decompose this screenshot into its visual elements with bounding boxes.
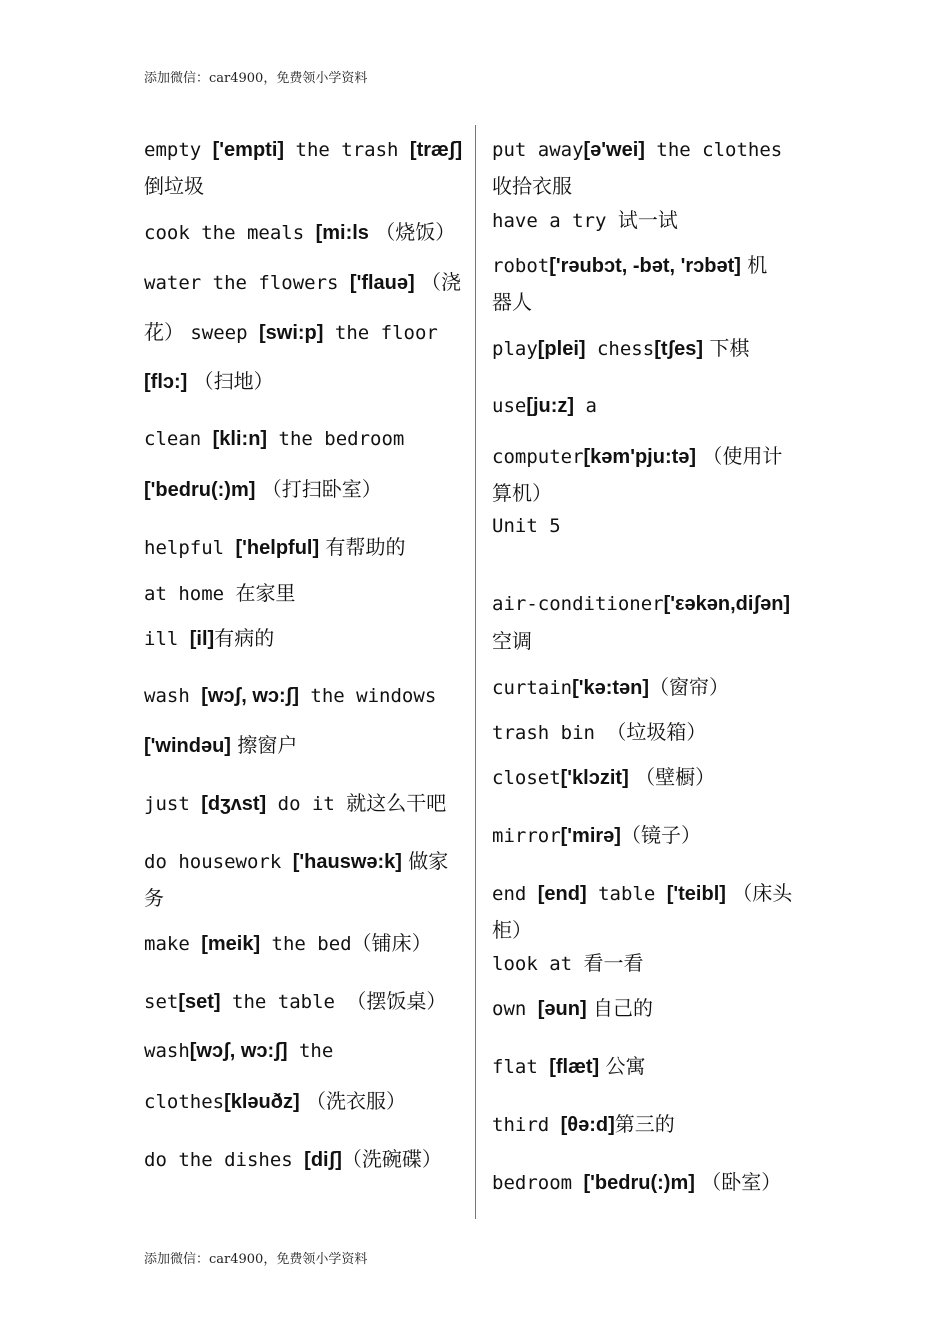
vocab-line xyxy=(492,592,790,616)
chinese-text: 机 xyxy=(740,253,768,277)
english-text: bedroom xyxy=(492,1172,584,1194)
vocab-line xyxy=(492,336,749,361)
phonetic-text: [end] xyxy=(537,883,587,905)
chinese-text: 擦窗户 xyxy=(230,733,298,757)
phonetic-text: ['flauə] xyxy=(349,272,415,294)
english-text: empty xyxy=(144,139,213,161)
vocab-line xyxy=(492,951,644,976)
english-text: own xyxy=(492,998,538,1020)
chinese-text: 算机） xyxy=(492,481,552,505)
phonetic-text: ['bedru(:)m] xyxy=(144,479,256,501)
english-text: use xyxy=(492,395,527,417)
vocab-line xyxy=(144,1039,333,1063)
chinese-text: （床头 xyxy=(725,881,793,905)
vocab-line xyxy=(144,369,274,394)
english-text: do the dishes xyxy=(144,1149,305,1171)
chinese-text: （窗帘） xyxy=(649,675,730,699)
chinese-text: （扫地） xyxy=(187,369,274,393)
chinese-text: （使用计 xyxy=(696,444,783,468)
phonetic-text: [meik] xyxy=(201,933,261,955)
vocab-line xyxy=(144,1089,406,1114)
english-text: make xyxy=(144,933,202,955)
phonetic-text: [kli:n] xyxy=(212,428,268,450)
english-text: the windows xyxy=(298,685,437,707)
english-text: end xyxy=(492,883,538,905)
column-divider xyxy=(475,125,476,1219)
english-text: chess xyxy=(585,338,655,360)
english-text: put away xyxy=(492,139,584,161)
vocab-line xyxy=(492,444,782,469)
english-text: look at xyxy=(492,953,584,975)
phonetic-text: [wɔʃ, wɔ:ʃ] xyxy=(201,685,299,707)
english-text: the floor xyxy=(323,322,438,344)
phonetic-text: [flæt] xyxy=(549,1056,600,1078)
chinese-text: 花） xyxy=(144,320,191,344)
english-text: wash xyxy=(144,685,202,707)
vocab-line xyxy=(144,427,404,451)
vocab-line xyxy=(144,989,446,1014)
vocab-line xyxy=(492,481,552,506)
english-text: sweep xyxy=(190,322,259,344)
phonetic-text: [plei] xyxy=(537,338,586,360)
vocab-line xyxy=(144,1147,442,1172)
chinese-text: （洗碗碟） xyxy=(341,1147,442,1171)
chinese-text: 器人 xyxy=(492,290,532,314)
phonetic-text: [tʃes] xyxy=(654,338,704,360)
vocab-line xyxy=(144,931,432,956)
vocab-line xyxy=(492,823,701,848)
english-text: air-conditioner xyxy=(492,593,664,615)
english-text: play xyxy=(492,338,538,360)
vocab-line xyxy=(492,1170,781,1195)
chinese-text: 在家里 xyxy=(235,581,296,605)
english-text: just xyxy=(144,793,202,815)
chinese-text: 务 xyxy=(144,886,164,910)
vocab-line xyxy=(144,733,297,758)
phonetic-text: [mi:ls xyxy=(315,222,369,244)
english-text: flat xyxy=(492,1056,550,1078)
phonetic-text: [flɔ:] xyxy=(144,371,188,393)
chinese-text: （打扫卧室） xyxy=(255,477,382,501)
vocab-line xyxy=(492,394,597,418)
vocab-line xyxy=(492,138,782,162)
english-text: mirror xyxy=(492,825,561,847)
vocab-line xyxy=(492,208,678,233)
vocab-line xyxy=(144,220,455,245)
chinese-text: （烧饭） xyxy=(368,220,456,244)
vocab-line xyxy=(144,626,274,651)
phonetic-text: [set] xyxy=(178,991,221,1013)
vocab-line xyxy=(492,1112,675,1137)
english-text: at home xyxy=(144,583,236,605)
vocab-line xyxy=(492,174,572,199)
english-text: water the flowers xyxy=(144,272,350,294)
phonetic-text: [dʒʌst] xyxy=(201,793,267,815)
vocab-line xyxy=(492,881,792,906)
chinese-text: 柜） xyxy=(492,918,532,942)
phonetic-text: ['bedru(:)m] xyxy=(583,1172,695,1194)
english-text: Unit 5 xyxy=(492,515,561,537)
phonetic-text: ['hauswə:k] xyxy=(292,851,402,873)
phonetic-text: ['teibl] xyxy=(666,883,726,905)
english-text: curtain xyxy=(492,677,573,699)
vocab-line xyxy=(144,477,382,502)
chinese-text: 有帮助的 xyxy=(319,535,406,559)
phonetic-text: [swi:p] xyxy=(259,322,324,344)
vocab-line xyxy=(144,684,436,708)
phonetic-text: ['εəkən,diʃən] xyxy=(663,593,791,615)
phonetic-text: ['empti] xyxy=(212,139,285,161)
phonetic-text: [əun] xyxy=(537,998,587,1020)
chinese-text: （镜子） xyxy=(620,823,701,847)
chinese-text: （摆饭桌） xyxy=(346,989,447,1013)
chinese-text: 空调 xyxy=(492,629,532,653)
vocab-line xyxy=(144,270,461,295)
english-text: do it xyxy=(266,793,347,815)
chinese-text: 公寓 xyxy=(599,1054,646,1078)
english-text: helpful xyxy=(144,537,236,559)
phonetic-text: [il] xyxy=(189,628,215,650)
vocab-line xyxy=(492,1054,646,1079)
vocab-line xyxy=(144,320,438,345)
english-text: clothes xyxy=(144,1091,225,1113)
phonetic-text: [θə:d] xyxy=(560,1114,615,1136)
vocab-line xyxy=(144,886,164,911)
english-text: the trash xyxy=(284,139,410,161)
chinese-text: 收拾衣服 xyxy=(492,174,572,198)
english-text: table xyxy=(586,883,667,905)
chinese-text: 自己的 xyxy=(586,996,654,1020)
vocab-line xyxy=(492,720,706,745)
phonetic-text: [diʃ] xyxy=(304,1149,342,1171)
phonetic-text: ['mirə] xyxy=(560,825,621,847)
vocab-line xyxy=(144,535,406,560)
chinese-text: 试一试 xyxy=(617,208,678,232)
chinese-text: （垃圾箱） xyxy=(606,720,707,744)
english-text: the bedroom xyxy=(267,428,405,450)
vocab-line xyxy=(144,849,448,874)
vocab-line xyxy=(492,918,532,943)
vocab-line xyxy=(492,253,767,278)
phonetic-text: ['helpful] xyxy=(235,537,320,559)
english-text: robot xyxy=(492,255,550,277)
phonetic-text: ['rəubɔt, -bət, 'rɔbət] xyxy=(549,255,741,277)
chinese-text: 倒垃圾 xyxy=(144,174,204,198)
chinese-text: （浇 xyxy=(414,270,462,294)
chinese-text: （铺床） xyxy=(351,931,432,955)
vocab-line xyxy=(492,996,653,1021)
phonetic-text: [ə'wei] xyxy=(583,139,645,161)
phonetic-text: [træʃ] xyxy=(409,139,463,161)
vocab-line xyxy=(492,675,729,700)
english-text: cook the meals xyxy=(144,222,316,244)
vocab-line xyxy=(492,290,532,315)
english-text: closet xyxy=(492,767,561,789)
chinese-text: 看一看 xyxy=(583,951,644,975)
vocab-line xyxy=(492,514,561,538)
english-text: have a try xyxy=(492,210,618,232)
english-text: third xyxy=(492,1114,561,1136)
vocab-line xyxy=(492,629,532,654)
vocab-line xyxy=(144,174,204,199)
english-text: set xyxy=(144,991,179,1013)
phonetic-text: ['windəu] xyxy=(144,735,231,757)
chinese-text: 就这么干吧 xyxy=(346,791,447,815)
english-text: the xyxy=(287,1040,334,1062)
english-text: the clothes xyxy=(644,139,783,161)
english-text: clean xyxy=(144,428,213,450)
english-text: computer xyxy=(492,446,584,468)
phonetic-text: [ju:z] xyxy=(526,395,575,417)
chinese-text: （卧室） xyxy=(694,1170,782,1194)
vocab-line xyxy=(492,765,715,790)
phonetic-text: [wɔʃ, wɔ:ʃ] xyxy=(189,1040,288,1062)
chinese-text: 做家 xyxy=(401,849,449,873)
english-text: wash xyxy=(144,1040,190,1062)
chinese-text: 下棋 xyxy=(703,336,750,360)
english-text: the table xyxy=(220,991,347,1013)
page-header: 添加微信：car4900，免费领小学资料 xyxy=(144,71,368,86)
vocab-line xyxy=(144,581,296,606)
chinese-text: （洗衣服） xyxy=(299,1089,406,1113)
phonetic-text: [kəm'pju:tə] xyxy=(583,446,697,468)
chinese-text: 第三的 xyxy=(614,1112,675,1136)
chinese-text: 有病的 xyxy=(214,626,275,650)
english-text: the bed xyxy=(260,933,352,955)
page-footer: 添加微信：car4900，免费领小学资料 xyxy=(144,1252,368,1267)
vocab-line xyxy=(144,791,446,816)
english-text: a xyxy=(574,395,597,417)
phonetic-text: ['kə:tən] xyxy=(572,677,650,699)
english-text: ill xyxy=(144,628,190,650)
vocab-line xyxy=(144,138,462,162)
english-text: trash bin xyxy=(492,722,607,744)
chinese-text: （壁橱） xyxy=(628,765,716,789)
phonetic-text: [kləuðz] xyxy=(224,1091,300,1113)
phonetic-text: ['klɔzit] xyxy=(560,767,629,789)
english-text: do housework xyxy=(144,851,293,873)
